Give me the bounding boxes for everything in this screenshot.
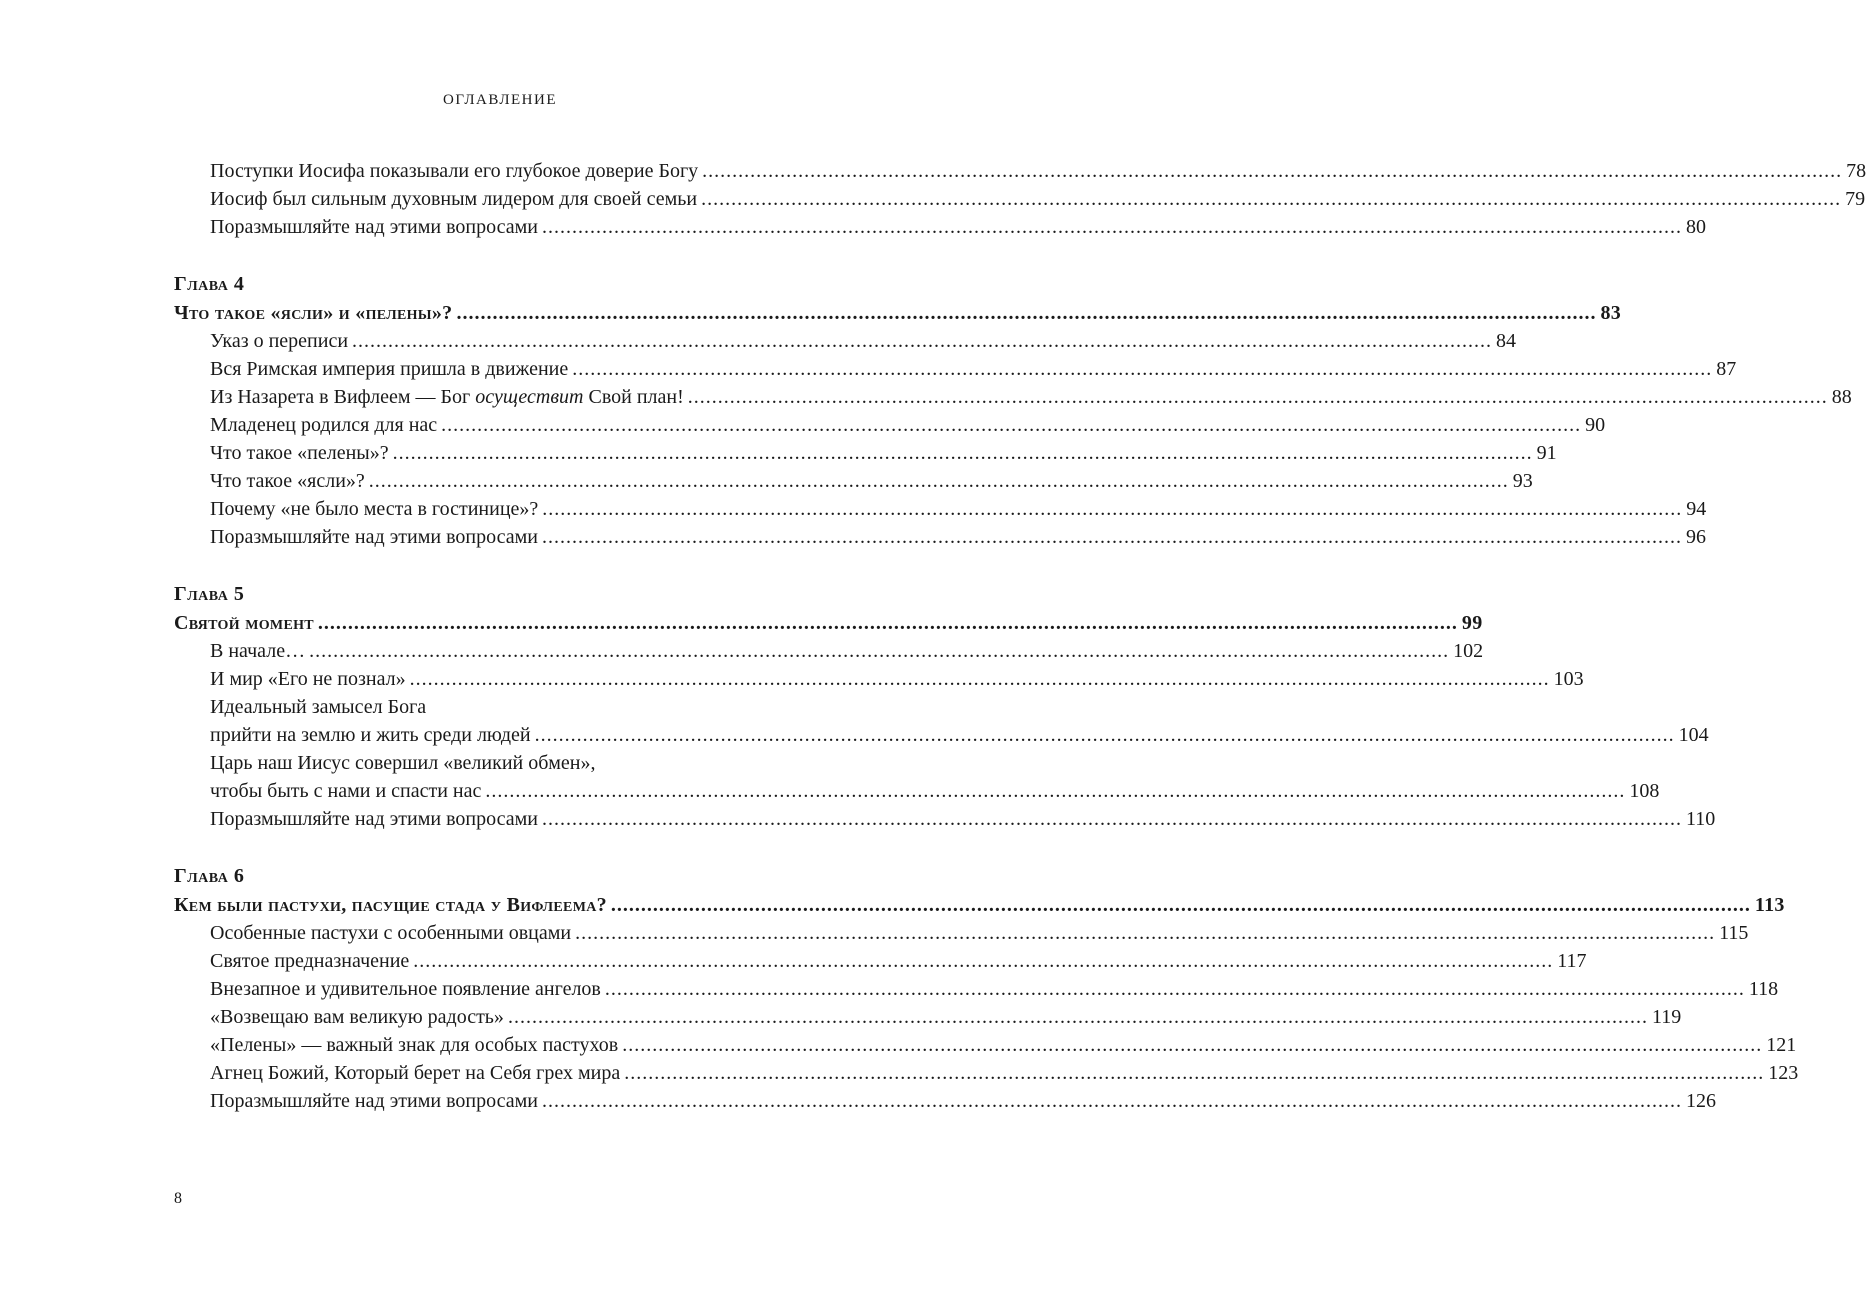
leader-dots <box>318 609 1458 637</box>
toc-entry[interactable] <box>174 777 1660 805</box>
toc-entry-page: 79 <box>1845 188 1866 210</box>
toc-entry[interactable] <box>174 947 1587 975</box>
toc-entry-page: 93 <box>1512 470 1533 492</box>
chapter-heading[interactable] <box>174 609 1483 637</box>
table-of-contents <box>174 157 1866 1115</box>
toc-entry-page: 94 <box>1686 498 1707 520</box>
leader-dots <box>572 355 1712 383</box>
toc-entry[interactable] <box>174 975 1779 1003</box>
leader-dots <box>611 891 1751 919</box>
running-head: ОГЛАВЛЕНИЕ <box>443 92 557 108</box>
chapter-label: Глава 6 <box>174 865 245 887</box>
toc-entry-page: 121 <box>1766 1034 1797 1056</box>
chapter-label: Глава 5 <box>174 583 245 605</box>
toc-entry-page: 88 <box>1831 386 1852 408</box>
page-number: 8 <box>174 1190 182 1207</box>
title-part: Из Назарета в Вифлеем — Бог <box>210 386 476 408</box>
leader-dots <box>441 411 1581 439</box>
toc-entry[interactable] <box>174 1059 1799 1087</box>
toc-entry-title: Поразмышляйте над этими вопросами <box>210 216 538 238</box>
toc-entry[interactable] <box>174 439 1557 467</box>
leader-dots <box>508 1003 1648 1031</box>
toc-entry-title: В начале… <box>210 640 306 662</box>
leader-dots <box>410 665 1550 693</box>
leader-dots <box>575 919 1715 947</box>
leader-dots <box>456 299 1596 327</box>
toc-entry[interactable] <box>174 523 1706 551</box>
toc-entry-title: Поразмышляйте над этими вопросами <box>210 808 538 830</box>
toc-entry-page: 103 <box>1553 668 1584 690</box>
toc-entry-title: Указ о переписи <box>210 330 349 352</box>
toc-entry[interactable] <box>174 637 1484 665</box>
toc-entry[interactable] <box>174 411 1606 439</box>
chapter-heading-page: 113 <box>1754 894 1785 916</box>
toc-entry-page: 115 <box>1719 922 1749 944</box>
toc-entry-title <box>210 383 684 411</box>
leader-dots <box>624 1059 1764 1087</box>
toc-entry-title: Младенец родился для нас <box>210 414 438 436</box>
leader-dots <box>542 523 1682 551</box>
leader-dots <box>369 467 1509 495</box>
toc-entry[interactable] <box>174 467 1533 495</box>
toc-entry-page: 123 <box>1768 1062 1799 1084</box>
toc-entry[interactable] <box>174 1031 1797 1059</box>
chapter-heading[interactable] <box>174 299 1622 327</box>
toc-entry-title: прийти на землю и жить среди людей <box>210 724 531 746</box>
toc-entry-page: 119 <box>1651 1006 1682 1028</box>
toc-entry-title: Идеальный замысел Бога <box>210 696 427 718</box>
toc-entry[interactable] <box>174 495 1707 523</box>
leader-dots <box>542 213 1682 241</box>
leader-dots <box>485 777 1625 805</box>
toc-entry[interactable] <box>174 919 1749 947</box>
toc-entry[interactable] <box>174 805 1716 833</box>
toc-entry-page: 96 <box>1685 526 1706 548</box>
toc-entry-page: 91 <box>1536 442 1557 464</box>
leader-dots <box>542 805 1682 833</box>
leader-dots <box>535 721 1675 749</box>
toc-entry-title: Особенные пастухи с особенными овцами <box>210 922 572 944</box>
toc-entry-title: Внезапное и удивительное появление ангелов <box>210 978 601 1000</box>
toc-entry[interactable] <box>174 327 1517 355</box>
toc-entry-page: 110 <box>1685 808 1716 830</box>
toc-entry-title: Почему «не было места в гостинице»? <box>210 498 539 520</box>
leader-dots <box>622 1031 1762 1059</box>
chapter-heading-page: 83 <box>1600 302 1622 324</box>
toc-entry-title: Что такое «пелены»? <box>210 442 389 464</box>
toc-entry-title: Что такое «ясли»? <box>210 470 365 492</box>
toc-entry-title: Поступки Иосифа показывали его глубокое доверие Богу <box>210 160 699 182</box>
toc-entry-page: 84 <box>1496 330 1517 352</box>
toc-entry-page: 80 <box>1685 216 1706 238</box>
toc-entry-title: Поразмышляйте над этими вопросами <box>210 526 538 548</box>
toc-entry-title: И мир «Его не познал» <box>210 668 406 690</box>
leader-dots <box>702 157 1842 185</box>
chapter-heading-title: Кем были пастухи, пасущие стада у Вифлеема? <box>174 894 607 916</box>
title-emphasis: осуществит <box>475 386 584 408</box>
toc-entry-title: Агнец Божий, Который берет на Себя грех мира <box>210 1062 621 1084</box>
toc-entry-page: 104 <box>1678 724 1709 746</box>
chapter-heading-page: 99 <box>1461 612 1483 634</box>
leader-dots <box>605 975 1745 1003</box>
toc-entry-page: 126 <box>1685 1090 1716 1112</box>
toc-entry[interactable] <box>174 1087 1716 1115</box>
leader-dots <box>701 185 1841 213</box>
toc-entry-title: Поразмышляйте над этими вопросами <box>210 1090 538 1112</box>
toc-entry-title: Царь наш Иисус совершил «великий обмен», <box>210 752 596 774</box>
toc-entry[interactable] <box>174 213 1706 241</box>
toc-entry-title: Вся Римская империя пришла в движение <box>210 358 569 380</box>
toc-entry[interactable] <box>174 383 1852 411</box>
leader-dots <box>542 495 1682 523</box>
chapter-label: Глава 4 <box>174 273 245 295</box>
toc-entry-page: 90 <box>1585 414 1606 436</box>
toc-entry-title: Иосиф был сильным духовным лидером для своей семьи <box>210 188 698 210</box>
toc-entry-page: 87 <box>1716 358 1737 380</box>
toc-entry[interactable] <box>174 721 1709 749</box>
toc-entry-page: 118 <box>1748 978 1779 1000</box>
chapter-heading-title: Что такое «ясли» и «пелены»? <box>174 302 453 324</box>
leader-dots <box>393 439 1533 467</box>
toc-entry-page: 117 <box>1557 950 1587 972</box>
chapter-heading[interactable] <box>174 891 1785 919</box>
toc-entry-page: 78 <box>1846 160 1866 182</box>
leader-dots <box>413 947 1553 975</box>
title-part: Свой план! <box>583 386 684 408</box>
toc-entry-title: «Пелены» — важный знак для особых пастухов <box>210 1034 619 1056</box>
toc-entry-page: 102 <box>1453 640 1484 662</box>
leader-dots <box>352 327 1492 355</box>
leader-dots <box>309 637 1449 665</box>
toc-entry-page: 108 <box>1629 780 1660 802</box>
toc-entry[interactable] <box>174 355 1737 383</box>
leader-dots <box>688 383 1828 411</box>
toc-entry[interactable] <box>174 1003 1682 1031</box>
toc-entry-title: «Возвещаю вам великую радость» <box>210 1006 504 1028</box>
leader-dots <box>542 1087 1682 1115</box>
toc-entry[interactable] <box>174 157 1866 185</box>
chapter-heading-title: Святой момент <box>174 612 314 634</box>
toc-entry-title: Святое предназначение <box>210 950 410 972</box>
toc-entry-first-line[interactable] <box>174 749 876 777</box>
toc-entry-title: чтобы быть с нами и спасти нас <box>210 780 482 802</box>
toc-entry-first-line[interactable] <box>174 693 876 721</box>
toc-entry[interactable] <box>174 185 1866 213</box>
toc-entry[interactable] <box>174 665 1584 693</box>
